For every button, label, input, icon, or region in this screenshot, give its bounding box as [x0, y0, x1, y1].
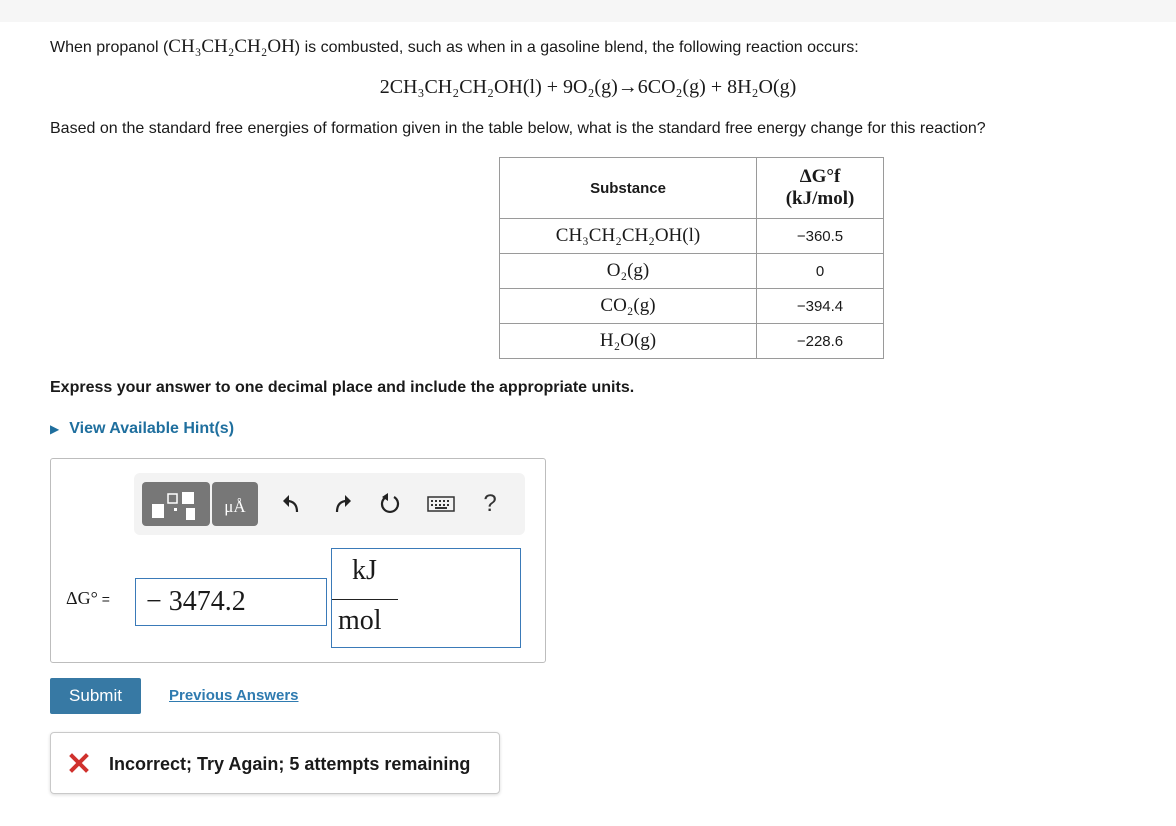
redo-button[interactable]: [329, 490, 357, 518]
units-button[interactable]: [212, 482, 258, 526]
keyboard-button[interactable]: [426, 490, 456, 518]
propanol-formula: CH₃CH₂CH₂OH: [168, 36, 295, 57]
delta-g-symbol: ΔG°: [66, 588, 98, 608]
header-delta-g: [757, 158, 884, 219]
keyboard-icon: [427, 495, 455, 513]
header-substance: Substance: [500, 158, 757, 219]
value-input[interactable]: − 3474.2: [135, 578, 327, 626]
value-cell: −360.5: [757, 219, 884, 254]
fraction-bar: [332, 599, 398, 600]
substance-cell: H₂O(g): [500, 324, 757, 359]
question-intro: [50, 36, 859, 58]
substance-cell: CH₃CH₂CH₂OH(l): [500, 219, 757, 254]
header-delta-g-symbol: ΔG°f: [799, 166, 841, 187]
value-cell: −228.6: [757, 324, 884, 359]
unit-numerator: kJ: [352, 555, 377, 586]
answer-instructions: Express your answer to one decimal place and include the appropriate units.: [50, 379, 635, 396]
undo-icon: [279, 492, 303, 516]
value-cell: 0: [757, 254, 884, 289]
previous-answers-link[interactable]: Previous Answers: [169, 687, 299, 704]
substance-cell: CO₂(g): [500, 289, 757, 324]
intro-text-post: ) is combusted, such as when in a gasoline blend, the following reaction occurs:: [294, 39, 859, 56]
help-icon: ?: [483, 490, 497, 517]
view-hints-link[interactable]: [50, 420, 234, 438]
substance-cell: O₂(g): [500, 254, 757, 289]
question-prompt: Based on the standard free energies of formation given in the table below, what is the standard free energy change for this reaction?: [50, 120, 986, 137]
table-row: [500, 219, 884, 254]
feedback-text: Incorrect; Try Again; 5 attempts remaining: [109, 754, 471, 774]
unit-denominator: mol: [338, 605, 382, 636]
units-icon: μÅ: [224, 497, 246, 516]
close-x-icon: [69, 753, 89, 773]
table-row: [500, 324, 884, 359]
value-cell: −394.4: [757, 289, 884, 324]
undo-button[interactable]: [277, 490, 305, 518]
reset-icon: [378, 492, 402, 516]
templates-button[interactable]: [142, 482, 210, 526]
feedback-banner: [50, 732, 500, 794]
help-button[interactable]: [476, 490, 504, 518]
units-input[interactable]: [331, 548, 521, 648]
free-energy-table: [499, 157, 884, 359]
math-toolbar: [134, 473, 525, 535]
reaction-equation: 2CH₃CH₂CH₂OH(l) + 9O₂(g)→6CO₂(g) + 8H₂O(g): [379, 76, 797, 98]
caret-right-icon: ▶: [50, 422, 60, 436]
table-header-row: [500, 158, 884, 219]
equals-sign: =: [101, 591, 110, 607]
header-units: (kJ/mol): [785, 188, 855, 209]
reset-button[interactable]: [376, 490, 404, 518]
hint-link-label: View Available Hint(s): [69, 420, 235, 437]
top-bar: [0, 0, 1176, 22]
submit-button[interactable]: Submit: [50, 678, 141, 714]
table-row: [500, 254, 884, 289]
table-row: [500, 289, 884, 324]
delta-g-label: [66, 588, 110, 609]
templates-icon: [142, 482, 210, 526]
redo-icon: [331, 492, 355, 516]
intro-text-pre: When propanol (: [50, 39, 169, 56]
